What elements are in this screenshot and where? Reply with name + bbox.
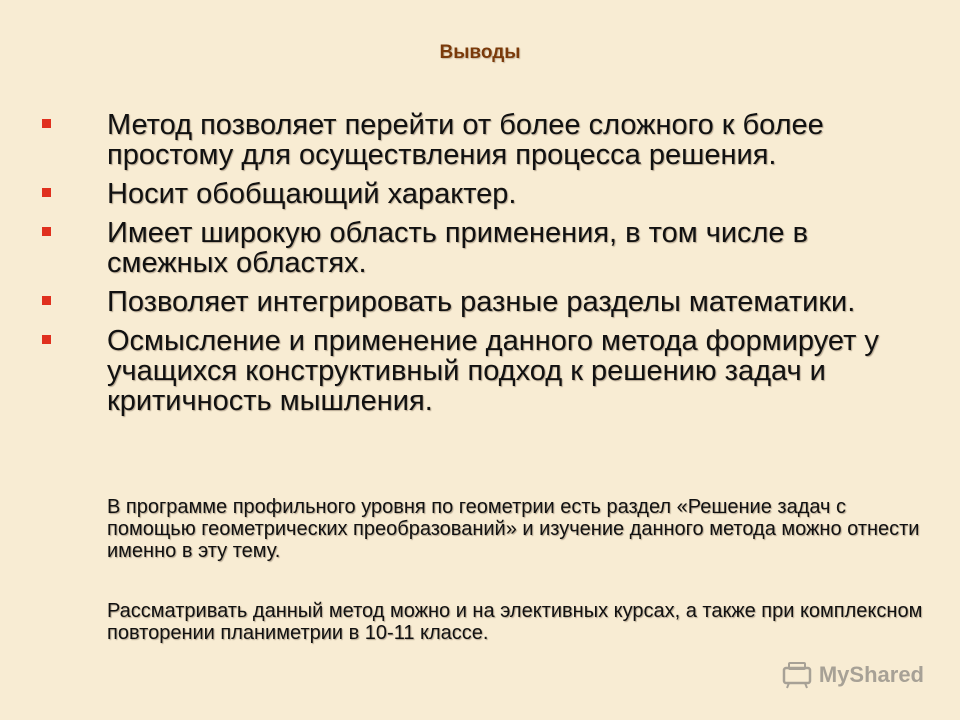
paragraph-electives: Рассматривать данный метод можно и на элективных курсах, а также при комплексном повторении планиметрии в 10-11 классе.: [107, 600, 923, 644]
bullet-item: [42, 218, 922, 278]
watermark: [781, 660, 924, 690]
bullet-marker-icon: [42, 188, 51, 197]
bullet-item: [42, 110, 922, 170]
watermark-text: MyShared: [818, 662, 924, 687]
bullet-list: [42, 110, 922, 425]
bullet-marker-icon: [42, 119, 51, 128]
bullet-item: [42, 326, 922, 416]
bullet-marker-icon: [42, 227, 51, 236]
watermark-logo-icon: [781, 660, 815, 690]
bullet-item: [42, 179, 922, 209]
bullet-text: Носит обобщающий характер.: [107, 178, 517, 210]
paragraph-program: В программе профильного уровня по геометрии есть раздел «Решение задач с помощью геометрических преобразований» и изучение данного метода можно отнести именно в эту тему.: [107, 496, 920, 562]
bullet-text: Осмысление и применение данного метода формирует у учащихся конструктивный подход к решению задач и критичность мышления.: [107, 325, 879, 417]
bullet-marker-icon: [42, 296, 51, 305]
bullet-text: Позволяет интегрировать разные разделы математики.: [107, 286, 856, 318]
slide-title: Выводы: [439, 42, 521, 63]
bullet-text: Метод позволяет перейти от более сложного к более простому для осуществления процесса решения.: [107, 109, 824, 171]
bullet-text: Имеет широкую область применения, в том числе в смежных областях.: [107, 217, 809, 279]
bullet-marker-icon: [42, 335, 51, 344]
bullet-item: [42, 287, 922, 317]
